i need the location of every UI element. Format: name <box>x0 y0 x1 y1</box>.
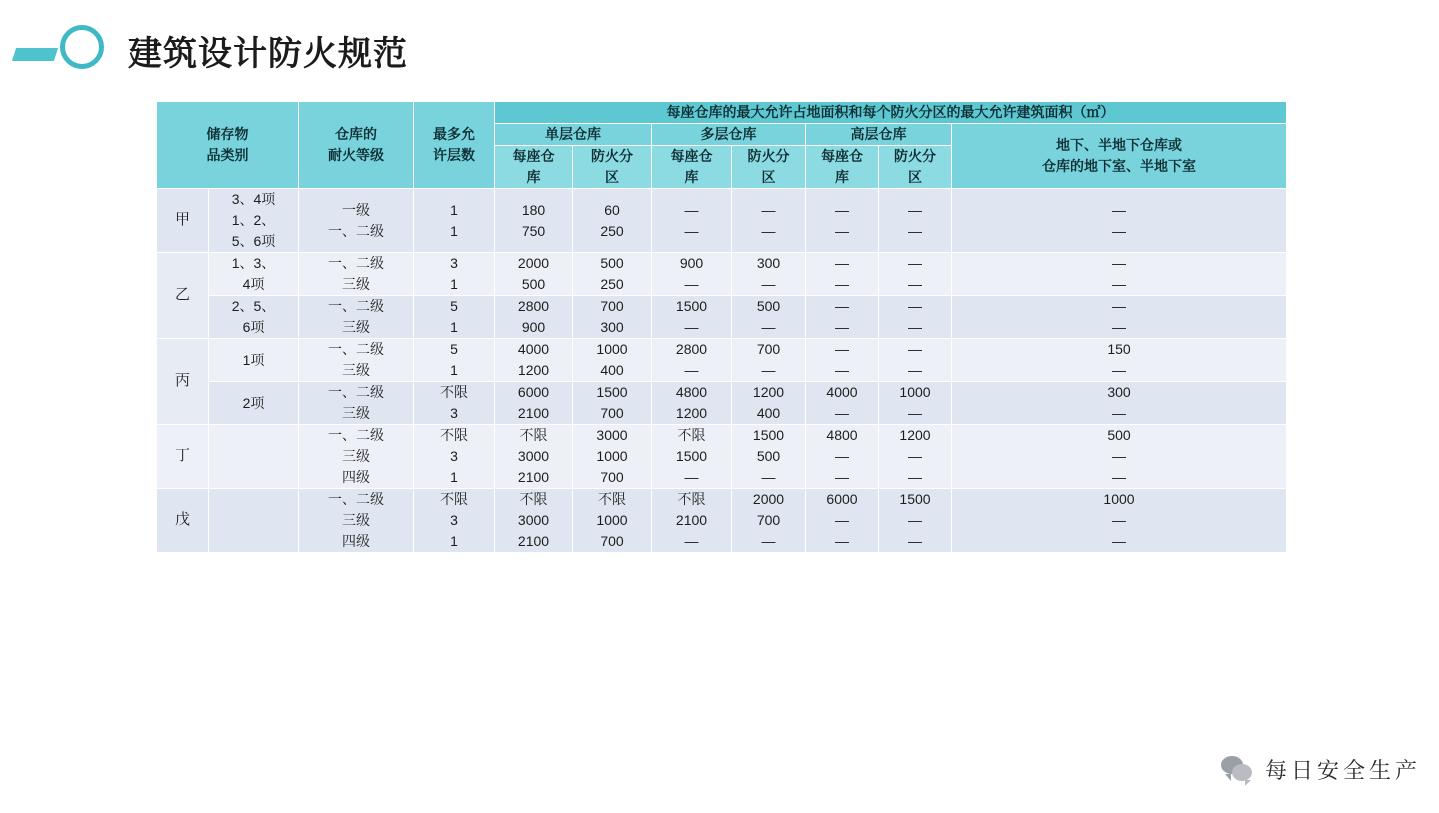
cell-max-floors: 不限 3 <box>414 382 495 425</box>
cell-max-floors: 3 1 <box>414 253 495 296</box>
table-row <box>157 489 1287 553</box>
cell-fire-rating: 一级 一、二级 <box>299 189 414 253</box>
cell-high-each: 4800 — — <box>806 425 879 489</box>
table-row <box>157 382 1287 425</box>
cell-basement: — — <box>952 189 1287 253</box>
logo-ring <box>60 25 104 69</box>
cell-high-zone: 1500 — — <box>879 489 952 553</box>
cell-single-zone: 不限 1000 700 <box>573 489 652 553</box>
cell-fire-rating: 一、二级 三级 <box>299 253 414 296</box>
regulation-table-container <box>156 101 1286 553</box>
cell-multi-zone: 300 — <box>732 253 806 296</box>
header-high-rise: 高层仓库 <box>806 124 952 146</box>
cell-max-floors: 不限 3 1 <box>414 489 495 553</box>
cell-basement: — — <box>952 253 1287 296</box>
cell-fire-rating: 一、二级 三级 四级 <box>299 425 414 489</box>
cell-basement: 500 — — <box>952 425 1287 489</box>
header-max-floors <box>414 102 495 189</box>
cell-multi-zone: — — <box>732 189 806 253</box>
header-multi-zone-line2: 区 <box>761 169 776 185</box>
cell-category: 乙 <box>157 253 209 339</box>
table-row <box>157 339 1287 382</box>
cell-basement: 300 — <box>952 382 1287 425</box>
cell-item-list <box>209 425 299 489</box>
cell-high-zone: — — <box>879 189 952 253</box>
cell-high-zone: 1200 — — <box>879 425 952 489</box>
header-single-zone-line1: 防火分 <box>591 148 633 164</box>
cell-multi-each: 900 — <box>652 253 732 296</box>
header-multi-each-line1: 每座仓 <box>670 148 713 164</box>
cell-basement: 1000 — — <box>952 489 1287 553</box>
cell-single-zone: 3000 1000 700 <box>573 425 652 489</box>
cell-single-zone: 1500 700 <box>573 382 652 425</box>
cell-item-list: 2项 <box>209 382 299 425</box>
cell-single-each: 不限 3000 2100 <box>495 489 573 553</box>
header-single-zone-line2: 区 <box>605 169 619 185</box>
cell-item-list: 2、5、 6项 <box>209 296 299 339</box>
table-body <box>157 189 1287 553</box>
cell-single-zone: 700 300 <box>573 296 652 339</box>
header-basement <box>952 124 1287 189</box>
header-multi-zone-line1: 防火分 <box>747 148 790 164</box>
cell-multi-each: 4800 1200 <box>652 382 732 425</box>
cell-fire-rating: 一、二级 三级 四级 <box>299 489 414 553</box>
table-row <box>157 253 1287 296</box>
header-multi-story: 多层仓库 <box>652 124 806 146</box>
cell-single-each: 2000 500 <box>495 253 573 296</box>
cell-item-list <box>209 489 299 553</box>
cell-single-zone: 60 250 <box>573 189 652 253</box>
header-basement-line2: 仓库的地下室、半地下室 <box>1042 158 1196 174</box>
magnifier-logo-icon <box>14 22 114 72</box>
cell-single-zone: 1000 400 <box>573 339 652 382</box>
table-row <box>157 189 1287 253</box>
cell-single-each: 4000 1200 <box>495 339 573 382</box>
header-fire-rating <box>299 102 414 189</box>
watermark-label: 每日安全生产 <box>1264 758 1421 783</box>
cell-high-each: — — <box>806 296 879 339</box>
cell-single-zone: 500 250 <box>573 253 652 296</box>
header-multi-zone <box>732 146 806 189</box>
cell-single-each: 180 750 <box>495 189 573 253</box>
cell-category: 丙 <box>157 339 209 425</box>
header-max-floors-line2: 许层数 <box>433 147 475 163</box>
header-high-each-line1: 每座仓 <box>821 148 863 164</box>
watermark <box>1221 754 1421 785</box>
cell-multi-each: 2800 — <box>652 339 732 382</box>
cell-fire-rating: 一、二级 三级 <box>299 382 414 425</box>
header-multi-each-line2: 库 <box>684 169 699 185</box>
cell-max-floors: 5 1 <box>414 296 495 339</box>
cell-high-zone: — — <box>879 296 952 339</box>
table-row <box>157 425 1287 489</box>
cell-category: 甲 <box>157 189 209 253</box>
cell-category: 丁 <box>157 425 209 489</box>
cell-single-each: 6000 2100 <box>495 382 573 425</box>
cell-high-each: 6000 — — <box>806 489 879 553</box>
cell-max-floors: 5 1 <box>414 339 495 382</box>
header-single-each-line1: 每座仓 <box>512 148 555 164</box>
header-fire-rating-line1: 仓库的 <box>335 126 377 142</box>
cell-category: 戊 <box>157 489 209 553</box>
cell-multi-each: 不限 1500 — <box>652 425 732 489</box>
header-multi-each <box>652 146 732 189</box>
cell-multi-zone: 1200 400 <box>732 382 806 425</box>
header-category-line2: 品类别 <box>206 147 249 163</box>
cell-item-list: 3、4项 1、2、 5、6项 <box>209 189 299 253</box>
cell-multi-zone: 1500 500 — <box>732 425 806 489</box>
header-max-floors-line1: 最多允 <box>433 126 475 142</box>
cell-multi-each: — — <box>652 189 732 253</box>
header-category-line1: 储存物 <box>206 126 249 142</box>
header-basement-line1: 地下、半地下仓库或 <box>1056 137 1182 153</box>
header-single-each <box>495 146 573 189</box>
table-row <box>157 296 1287 339</box>
header-single-story: 单层仓库 <box>495 124 652 146</box>
cell-multi-zone: 700 — <box>732 339 806 382</box>
cell-fire-rating: 一、二级 三级 <box>299 296 414 339</box>
cell-max-floors: 不限 3 1 <box>414 425 495 489</box>
table-header-row-1 <box>157 102 1287 124</box>
cell-single-each: 不限 3000 2100 <box>495 425 573 489</box>
cell-fire-rating: 一、二级 三级 <box>299 339 414 382</box>
wechat-icon <box>1221 756 1255 784</box>
header-high-zone-line1: 防火分 <box>894 148 936 164</box>
header-fire-rating-line2: 耐火等级 <box>328 147 384 163</box>
cell-high-zone: — — <box>879 253 952 296</box>
table-head <box>157 102 1287 189</box>
header-area-group: 每座仓库的最大允许占地面积和每个防火分区的最大允许建筑面积（㎡） <box>495 102 1287 124</box>
header-high-zone-line2: 区 <box>908 169 922 185</box>
header-single-each-line2: 库 <box>526 169 541 185</box>
page-title: 建筑设计防火规范 <box>128 35 408 73</box>
cell-max-floors: 1 1 <box>414 189 495 253</box>
cell-high-each: 4000 — <box>806 382 879 425</box>
header-high-each <box>806 146 879 189</box>
header-category <box>157 102 299 189</box>
cell-high-zone: 1000 — <box>879 382 952 425</box>
warehouse-area-table <box>156 101 1287 553</box>
header-single-zone <box>573 146 652 189</box>
header-high-zone <box>879 146 952 189</box>
cell-multi-zone: 2000 700 — <box>732 489 806 553</box>
header-high-each-line2: 库 <box>835 169 849 185</box>
cell-multi-each: 不限 2100 — <box>652 489 732 553</box>
page-header <box>0 0 1439 92</box>
cell-high-each: — — <box>806 189 879 253</box>
cell-high-each: — — <box>806 339 879 382</box>
logo-handle <box>12 48 58 61</box>
cell-multi-each: 1500 — <box>652 296 732 339</box>
cell-single-each: 2800 900 <box>495 296 573 339</box>
cell-item-list: 1项 <box>209 339 299 382</box>
cell-item-list: 1、3、 4项 <box>209 253 299 296</box>
cell-multi-zone: 500 — <box>732 296 806 339</box>
cell-basement: — — <box>952 296 1287 339</box>
cell-high-zone: — — <box>879 339 952 382</box>
cell-basement: 150 — <box>952 339 1287 382</box>
cell-high-each: — — <box>806 253 879 296</box>
